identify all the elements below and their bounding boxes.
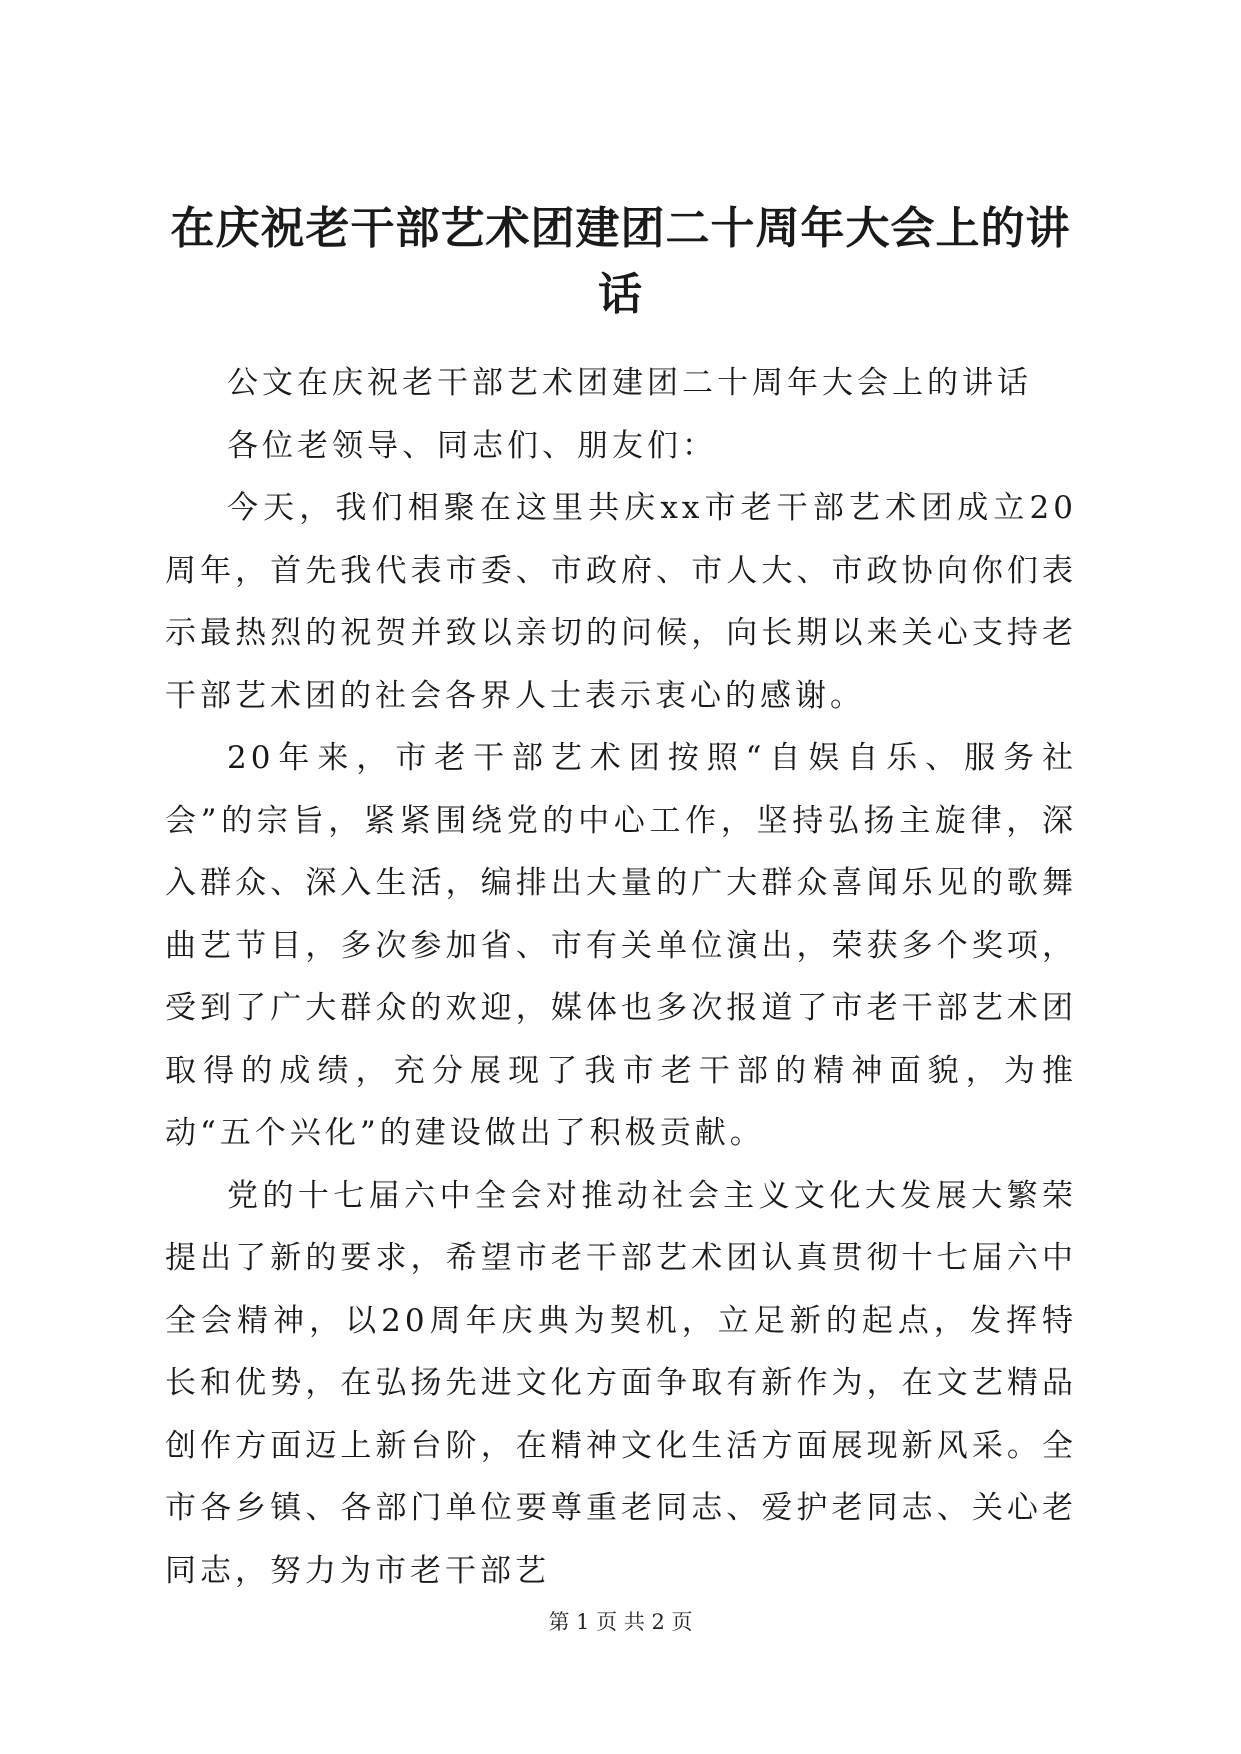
paragraph-requirements: 党的十七届六中全会对推动社会主义文化大发展大繁荣提出了新的要求，希望市老干部艺术团认真贯彻十七届六中全会精神，以20周年庆典为契机，立足新的起点，发挥特长和优势，在弘扬先进文化方面争取有新作为，在文艺精品创作方面迈上新台阶，在精神文化生活方面展现新风采。全市各乡镇、各部门单位要尊重老同志、爱护老同志、关心老同志，努力为市老干部艺 — [165, 1177, 1077, 1589]
page-number-footer: 第 1 页 共 2 页 — [548, 1610, 693, 1634]
paragraph-subject-line: 公文在庆祝老干部艺术团建团二十周年大会上的讲话 — [227, 365, 1032, 401]
document-body — [165, 352, 1077, 1602]
paragraph-achievements: 20年来，市老干部艺术团按照“自娱自乐、服务社会”的宗旨，紧紧围绕党的中心工作，坚持弘扬主旋律，深入群众、深入生活，编排出大量的广大群众喜闻乐见的歌舞曲艺节目，多次参加省、市有关单位演出，荣获多个奖项，受到了广大群众的欢迎，媒体也多次报道了市老干部艺术团取得的成绩，充分展现了我市老干部的精神面貌，为推动“五个兴化”的建设做出了积极贡献。 — [165, 740, 1077, 1151]
paragraph-opening: 今天，我们相聚在这里共庆xx市老干部艺术团成立20周年，首先我代表市委、市政府、市人大、市政协向你们表示最热烈的祝贺并致以亲切的问候，向长期以来关心支持老干部艺术团的社会各界人士表示衷心的感谢。 — [165, 490, 1077, 714]
document-title: 在庆祝老干部艺术团建团二十周年大会上的讲话 — [170, 203, 1071, 320]
paragraph-salutation: 各位老领导、同志们、朋友们： — [227, 427, 717, 464]
